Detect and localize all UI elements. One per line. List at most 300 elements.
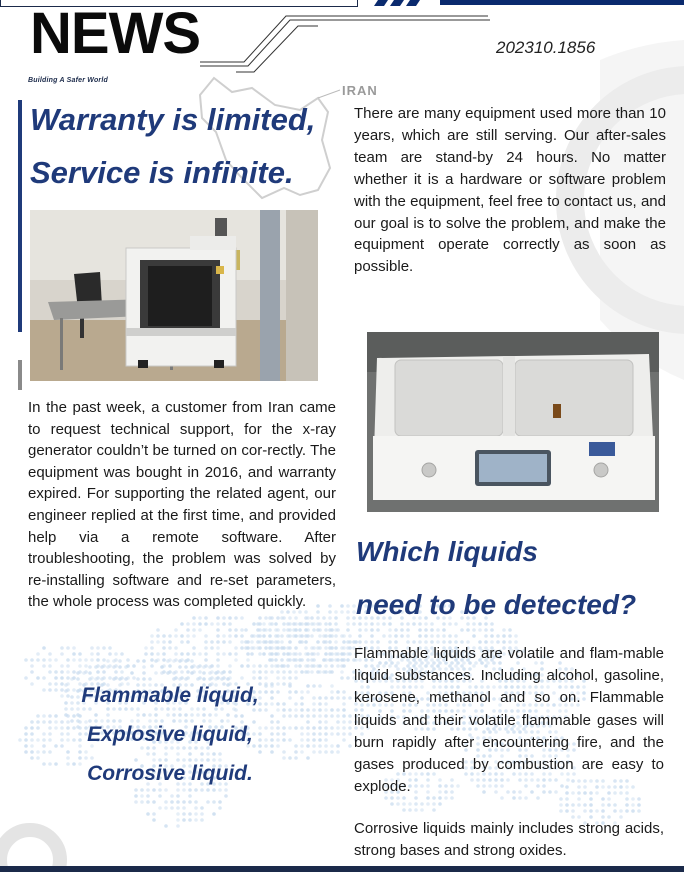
map-dot <box>294 646 298 650</box>
map-dot <box>168 646 172 650</box>
map-dot <box>312 726 316 730</box>
map-dot <box>210 664 214 668</box>
map-dot <box>188 794 192 798</box>
map-dot <box>370 634 374 638</box>
map-dot <box>48 652 52 656</box>
map-dot <box>304 670 308 674</box>
map-dot <box>162 640 166 644</box>
liquids-headline-line1: Which liquids <box>356 536 538 567</box>
map-dot <box>222 616 226 620</box>
map-dot <box>252 664 256 668</box>
map-dot <box>176 824 180 828</box>
map-dot <box>316 628 320 632</box>
map-dot <box>298 622 302 626</box>
map-dot <box>174 628 178 632</box>
map-dot <box>228 670 232 674</box>
map-dot <box>418 628 422 632</box>
map-dot <box>162 646 166 650</box>
map-dot <box>96 652 100 656</box>
map-dot <box>228 616 232 620</box>
map-dot <box>24 732 28 736</box>
map-dot <box>188 818 192 822</box>
map-dot <box>268 640 272 644</box>
map-dot <box>212 812 216 816</box>
map-dot <box>328 652 332 656</box>
map-dot <box>246 664 250 668</box>
map-dot <box>152 818 156 822</box>
map-dot <box>625 809 629 813</box>
map-dot <box>324 738 328 742</box>
map-dot <box>478 628 482 632</box>
map-dot <box>194 818 198 822</box>
map-dot <box>244 646 248 650</box>
map-dot <box>601 809 605 813</box>
map-dot <box>162 658 166 662</box>
liquid-scanner-photo <box>367 332 659 512</box>
map-dot <box>174 646 178 650</box>
map-dot <box>430 634 434 638</box>
map-dot <box>298 664 302 668</box>
map-dot <box>406 634 410 638</box>
map-dot <box>192 628 196 632</box>
map-dot <box>318 696 322 700</box>
map-dot <box>250 646 254 650</box>
map-dot <box>30 744 34 748</box>
map-dot <box>194 806 198 810</box>
map-dot <box>406 628 410 632</box>
map-dot <box>304 664 308 668</box>
map-dot <box>402 808 406 812</box>
map-dot <box>346 604 350 608</box>
map-dot <box>334 616 338 620</box>
map-dot <box>346 616 350 620</box>
map-dot <box>312 750 316 754</box>
map-dot <box>316 622 320 626</box>
map-dot <box>300 732 304 736</box>
map-dot <box>280 658 284 662</box>
map-dot <box>300 744 304 748</box>
map-dot <box>66 646 70 650</box>
map-dot <box>240 628 244 632</box>
map-dot <box>24 738 28 742</box>
map-dot <box>330 664 334 668</box>
map-dot <box>484 634 488 638</box>
map-dot <box>142 659 146 663</box>
map-dot <box>234 652 238 656</box>
map-dot <box>234 616 238 620</box>
map-dot <box>324 732 328 736</box>
map-dot <box>306 732 310 736</box>
map-dot <box>30 658 34 662</box>
service-headline: Service is infinite. <box>30 155 294 190</box>
map-dot <box>577 803 581 807</box>
flammable-liquids-text: Flammable liquids are volatile and flam-mable liquid substances. Including alcohol, gasoline, kerosene, methanol and so on. Flammable liquids and their volatile flammable gases will burn rapidly after encountering fire, and the gases produced by combustion are easy to explode. <box>354 645 664 796</box>
map-dot <box>200 818 204 822</box>
liquid-type-corrosive: Corrosive liquid. <box>87 762 253 785</box>
map-dot <box>144 646 148 650</box>
map-dot <box>312 684 316 688</box>
map-dot <box>286 634 290 638</box>
after-sales-text: There are many equipment used more than 10 years, which are still serving. Our after-sales team are stand-by 24 hours. No matter whether it is a hardware or software problem with the equipment, feel free to contact us, and our goal is to solve the problem, and make the equipment operate correctly as soon as possible. <box>354 105 666 276</box>
map-dot <box>414 808 418 812</box>
map-dot <box>324 726 328 730</box>
map-dot <box>330 708 334 712</box>
map-dot <box>204 622 208 626</box>
map-dot <box>192 622 196 626</box>
map-dot <box>336 750 340 754</box>
map-dot <box>370 628 374 632</box>
map-dot <box>186 652 190 656</box>
map-dot <box>316 664 320 668</box>
map-dot <box>222 622 226 626</box>
map-dot <box>324 628 328 632</box>
map-dot <box>126 658 130 662</box>
map-dot <box>192 616 196 620</box>
map-dot <box>294 616 298 620</box>
map-dot <box>430 628 434 632</box>
map-dot <box>24 750 28 754</box>
map-dot <box>322 670 326 674</box>
map-dot <box>54 670 58 674</box>
map-dot <box>408 802 412 806</box>
map-dot <box>210 640 214 644</box>
map-dot <box>250 634 254 638</box>
map-dot <box>312 732 316 736</box>
map-dot <box>424 634 428 638</box>
map-dot <box>601 803 605 807</box>
map-dot <box>292 652 296 656</box>
map-dot <box>334 634 338 638</box>
liquid-type-flammable: Flammable liquid, <box>81 684 259 707</box>
map-dot <box>286 652 290 656</box>
map-dot <box>282 622 286 626</box>
map-dot <box>218 800 222 804</box>
map-dot <box>565 803 569 807</box>
map-dot <box>114 670 118 674</box>
map-dot <box>256 634 260 638</box>
map-dot <box>106 659 110 663</box>
map-dot <box>276 670 280 674</box>
map-dot <box>508 628 512 632</box>
map-dot <box>316 616 320 620</box>
map-dot <box>198 664 202 668</box>
map-dot <box>186 628 190 632</box>
map-dot <box>54 658 58 662</box>
map-dot <box>112 665 116 669</box>
map-dot <box>264 616 268 620</box>
map-dot <box>136 659 140 663</box>
map-dot <box>84 664 88 668</box>
map-dot <box>112 659 116 663</box>
map-dot <box>66 664 70 668</box>
map-dot <box>400 634 404 638</box>
map-dot <box>328 628 332 632</box>
map-dot <box>340 658 344 662</box>
map-dot <box>216 616 220 620</box>
map-dot <box>132 664 136 668</box>
map-dot <box>336 690 340 694</box>
map-dot <box>256 640 260 644</box>
map-dot <box>346 652 350 656</box>
map-dot <box>631 809 635 813</box>
map-dot <box>216 640 220 644</box>
map-dot <box>607 803 611 807</box>
map-dot <box>96 670 100 674</box>
map-dot <box>218 806 222 810</box>
map-dot <box>246 652 250 656</box>
map-dot <box>30 732 34 736</box>
map-dot <box>268 646 272 650</box>
map-dot <box>418 634 422 638</box>
map-dot <box>150 652 154 656</box>
map-dot <box>300 696 304 700</box>
map-dot <box>120 670 124 674</box>
map-dot <box>262 628 266 632</box>
map-dot <box>613 809 617 813</box>
map-dot <box>216 646 220 650</box>
map-dot <box>192 646 196 650</box>
map-dot <box>274 652 278 656</box>
map-dot <box>198 670 202 674</box>
map-dot <box>184 665 188 669</box>
map-dot <box>204 616 208 620</box>
map-dot <box>140 794 144 798</box>
map-dot <box>318 708 322 712</box>
map-dot <box>170 800 174 804</box>
map-dot <box>348 720 352 724</box>
map-dot <box>164 806 168 810</box>
map-dot <box>18 738 22 742</box>
map-dot <box>334 640 338 644</box>
map-dot <box>490 634 494 638</box>
map-dot <box>310 670 314 674</box>
map-dot <box>42 646 46 650</box>
map-dot <box>394 628 398 632</box>
map-dot <box>216 664 220 668</box>
map-dot <box>174 634 178 638</box>
map-dot <box>168 664 172 668</box>
map-dot <box>346 646 350 650</box>
map-dot <box>414 802 418 806</box>
map-dot <box>318 714 322 718</box>
map-dot <box>294 670 298 674</box>
issue-number: 202310.1856 <box>496 38 596 57</box>
map-dot <box>174 652 178 656</box>
map-dot <box>176 800 180 804</box>
map-dot <box>162 664 166 668</box>
map-dot <box>202 671 206 675</box>
map-dot <box>288 640 292 644</box>
map-dot <box>460 628 464 632</box>
map-dot <box>206 800 210 804</box>
map-dot <box>318 738 322 742</box>
map-dot <box>340 604 344 608</box>
map-dot <box>204 652 208 656</box>
map-dot <box>204 658 208 662</box>
map-dot <box>268 622 272 626</box>
map-dot <box>146 812 150 816</box>
map-dot <box>268 634 272 638</box>
map-dot <box>262 652 266 656</box>
map-dot <box>192 652 196 656</box>
map-dot <box>330 744 334 748</box>
map-dot <box>502 628 506 632</box>
map-dot <box>330 696 334 700</box>
map-dot <box>30 720 34 724</box>
map-dot <box>324 714 328 718</box>
map-dot <box>324 744 328 748</box>
map-dot <box>252 622 256 626</box>
map-dot <box>198 616 202 620</box>
map-dot <box>330 732 334 736</box>
map-dot <box>280 616 284 620</box>
map-dot <box>250 652 254 656</box>
map-dot <box>282 628 286 632</box>
map-dot <box>228 634 232 638</box>
map-dot <box>631 803 635 807</box>
map-dot <box>348 744 352 748</box>
map-dot <box>30 670 34 674</box>
map-dot <box>240 634 244 638</box>
map-dot <box>170 794 174 798</box>
map-dot <box>304 640 308 644</box>
map-dot <box>88 671 92 675</box>
map-dot <box>328 640 332 644</box>
map-dot <box>340 664 344 668</box>
map-dot <box>258 652 262 656</box>
map-dot <box>216 628 220 632</box>
map-dot <box>466 628 470 632</box>
map-dot <box>330 750 334 754</box>
map-dot <box>324 652 328 656</box>
map-dot <box>318 750 322 754</box>
map-dot <box>190 659 194 663</box>
map-dot <box>210 646 214 650</box>
map-dot <box>94 665 98 669</box>
map-dot <box>306 744 310 748</box>
map-dot <box>164 800 168 804</box>
corrosive-liquids-text: Corrosive liquids mainly includes strong acids, strong bases and strong oxides. <box>354 820 664 860</box>
map-dot <box>583 803 587 807</box>
map-dot <box>274 658 278 662</box>
map-dot <box>274 646 278 650</box>
map-dot <box>294 664 298 668</box>
map-dot <box>90 658 94 662</box>
map-dot <box>328 622 332 626</box>
map-dot <box>637 809 641 813</box>
map-dot <box>168 634 172 638</box>
map-dot <box>424 628 428 632</box>
map-dot <box>420 808 424 812</box>
map-dot <box>222 640 226 644</box>
map-dot <box>234 628 238 632</box>
map-dot <box>240 640 244 644</box>
map-dot <box>312 702 316 706</box>
map-dot <box>198 652 202 656</box>
map-dot <box>36 658 40 662</box>
map-dot <box>306 720 310 724</box>
map-dot <box>88 665 92 669</box>
map-dot <box>60 664 64 668</box>
map-dot <box>198 628 202 632</box>
map-dot <box>312 744 316 748</box>
map-dot <box>304 652 308 656</box>
map-dot <box>394 634 398 638</box>
map-dot <box>288 616 292 620</box>
map-dot <box>216 622 220 626</box>
map-dot <box>318 720 322 724</box>
map-dot <box>156 652 160 656</box>
map-dot <box>164 824 168 828</box>
map-dot <box>274 664 278 668</box>
map-dot <box>264 670 268 674</box>
map-dot <box>72 658 76 662</box>
map-dot <box>286 664 290 668</box>
map-dot <box>300 702 304 706</box>
map-dot <box>258 616 262 620</box>
map-dot <box>442 634 446 638</box>
map-dot <box>508 634 512 638</box>
map-dot <box>142 665 146 669</box>
map-dot <box>342 640 346 644</box>
map-dot <box>156 640 160 644</box>
map-dot <box>168 640 172 644</box>
map-dot <box>306 708 310 712</box>
map-dot <box>42 658 46 662</box>
map-dot <box>342 726 346 730</box>
map-dot <box>60 652 64 656</box>
map-dot <box>340 646 344 650</box>
map-dot <box>298 628 302 632</box>
map-dot <box>336 664 340 668</box>
map-dot <box>66 658 70 662</box>
map-dot <box>204 646 208 650</box>
map-dot <box>182 800 186 804</box>
map-dot <box>258 664 262 668</box>
map-dot <box>328 634 332 638</box>
map-dot <box>134 800 138 804</box>
map-dot <box>224 794 228 798</box>
map-dot <box>342 690 346 694</box>
map-dot <box>342 732 346 736</box>
map-dot <box>571 809 575 813</box>
map-dot <box>330 714 334 718</box>
map-dot <box>42 664 46 668</box>
map-dot <box>210 622 214 626</box>
map-dot <box>346 658 350 662</box>
map-dot <box>328 658 332 662</box>
map-dot <box>78 652 82 656</box>
map-dot <box>186 670 190 674</box>
map-dot <box>180 622 184 626</box>
map-dot <box>342 696 346 700</box>
map-dot <box>188 812 192 816</box>
map-dot <box>262 622 266 626</box>
map-dot <box>204 640 208 644</box>
map-dot <box>24 658 28 662</box>
map-dot <box>96 658 100 662</box>
map-dot <box>82 671 86 675</box>
map-dot <box>346 676 350 680</box>
map-dot <box>200 806 204 810</box>
map-dot <box>30 726 34 730</box>
map-dot <box>292 628 296 632</box>
map-dot <box>48 664 52 668</box>
map-dot <box>192 664 196 668</box>
map-dot <box>200 812 204 816</box>
xray-scanner-photo <box>30 210 318 381</box>
map-dot <box>150 634 154 638</box>
